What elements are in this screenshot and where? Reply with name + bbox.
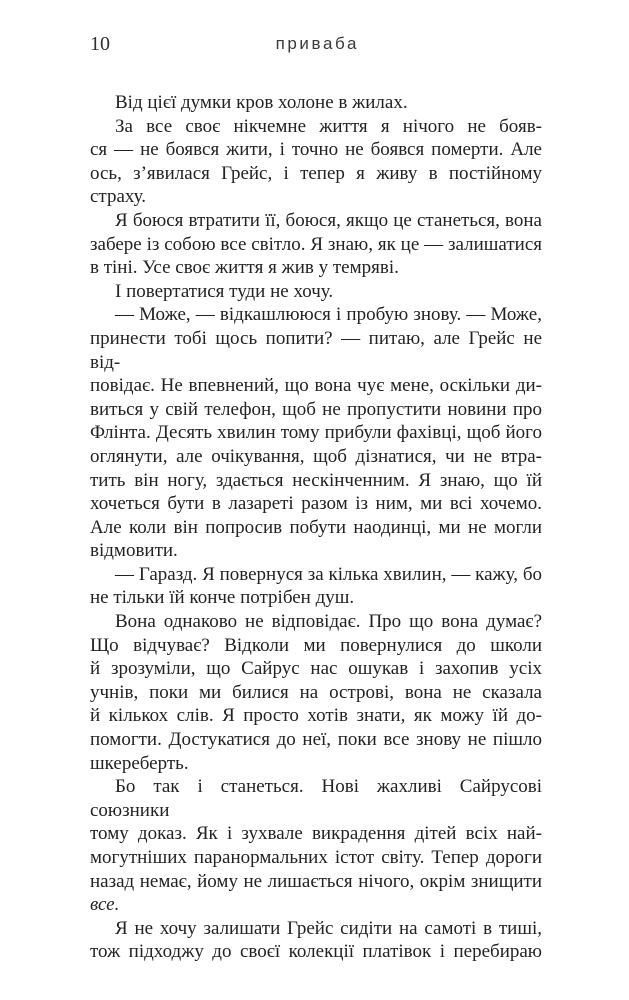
page-header (90, 33, 542, 59)
text-line (90, 539, 542, 563)
text-segment: й зрозуміли, що Сайрус нас ошукав і захопив усіх (90, 658, 542, 680)
text-line (90, 516, 542, 540)
text-line (90, 374, 542, 398)
paragraph (90, 775, 542, 917)
text-segment: тому доказ. Як і зухвале викрадення дітей всіх най- (90, 823, 542, 845)
text-segment: ся — не боявся жити, і точно не боявся померти. Але (90, 139, 542, 161)
text-line (90, 280, 542, 304)
text-segment: шкереберть. (90, 752, 189, 774)
text-segment: — Може, — відкашлююся і пробую знову. — Може, (115, 304, 542, 326)
text-line (90, 563, 542, 587)
paragraph (90, 91, 542, 115)
text-segment: Що відчуває? Відколи ми повернулися до школи (90, 634, 542, 656)
text-segment: Але коли він попросив побути наодинці, ми не могли (90, 516, 542, 538)
text-line (90, 657, 542, 681)
text-line (90, 586, 542, 610)
text-line (90, 940, 542, 964)
text-line (90, 610, 542, 634)
text-line (90, 870, 542, 894)
text-segment: в тіні. Усе своє життя я жив у темряві. (90, 257, 399, 279)
text-segment: Від цієї думки кров холоне в жилах. (115, 92, 408, 113)
text-line (90, 681, 542, 705)
text-line (90, 846, 542, 870)
text-segment: учнів, поки ми билися на острові, вона не сказала (90, 681, 542, 703)
paragraph (90, 209, 542, 280)
text-segment: хочеться бути в лазареті разом із ним, ми всі хочемо. (90, 493, 542, 515)
text-segment: тож підходжу до своєї колекції платівок і перебираю (90, 941, 542, 963)
text-segment: Я боюся втратити її, боюся, якщо це станеться, вона (115, 209, 542, 231)
text-segment: назад немає, йому не лишається нічого, окрім знищити (90, 870, 542, 892)
text-segment: Вона однаково не відповідає. Про що вона думає? (115, 611, 542, 633)
text-line (90, 91, 542, 115)
text-segment: забере із собою все світло. Я знаю, як це — залишатися (90, 233, 542, 255)
text-segment: й кількох слів. Я просто хотів знати, як можу їй до- (90, 705, 542, 727)
text-segment: відмовити. (90, 540, 178, 562)
text-line (90, 256, 542, 280)
text-segment: Флінта. Десять хвилин тому прибули фахівці, щоб його (90, 422, 542, 444)
paragraph (90, 303, 542, 563)
italic-text: все. (90, 894, 120, 916)
text-block (90, 91, 542, 964)
running-head-title: приваба (275, 34, 360, 53)
text-line (90, 704, 542, 728)
text-line (90, 917, 542, 941)
text-segment: повідає. Не впевнений, що вона чує мене, оскільки ди- (90, 375, 542, 397)
text-line (90, 162, 542, 186)
text-segment: Бо так і станеться. Нові жахливі Сайрусові союзники (90, 776, 542, 821)
text-line (90, 398, 542, 422)
text-line (90, 752, 542, 776)
text-line (90, 634, 542, 658)
paragraph (90, 115, 542, 209)
text-line (90, 421, 542, 445)
text-segment: ось, з’явилася Грейс, і тепер я живу в постійному (90, 162, 542, 184)
text-line (90, 327, 542, 374)
text-segment: тить він ногу, здається нескінченним. Я знаю, що їй (90, 469, 542, 491)
text-segment: помогти. Достукатися до неї, поки все знову не пішло (90, 729, 542, 751)
text-segment: могутніших паранормальних істот світу. Тепер дороги (90, 847, 542, 868)
text-line (90, 775, 542, 822)
text-line (90, 445, 542, 469)
paragraph (90, 280, 542, 304)
text-line (90, 728, 542, 752)
text-segment: принести тобі щось попити? — питаю, але Грейс не від- (90, 327, 542, 373)
paragraph (90, 563, 542, 610)
text-line (90, 138, 542, 162)
paragraph (90, 610, 542, 775)
text-line (90, 893, 542, 917)
text-segment: Я не хочу залишати Грейс сидіти на самоті в тиші, (115, 917, 542, 939)
text-segment: страху. (90, 186, 147, 208)
text-segment: — Гаразд. Я повернуся за кілька хвилин, — кажу, бо (115, 563, 542, 585)
page-number: 10 (90, 33, 110, 55)
text-segment: За все своє нікчемне життя я нічого не бояв- (115, 115, 542, 137)
text-line (90, 115, 542, 139)
text-line (90, 469, 542, 493)
text-line (90, 185, 542, 209)
text-line (90, 492, 542, 516)
text-segment: не тільки їй конче потрібен душ. (90, 587, 355, 609)
text-line (90, 822, 542, 846)
text-line (90, 303, 542, 327)
text-segment: виться у свій телефон, щоб не пропустити новини про (90, 398, 542, 420)
paragraph (90, 917, 542, 964)
text-segment: І повертатися туди не хочу. (115, 280, 334, 302)
text-segment: оглянути, але очікування, щоб дізнатися, чи не втра- (90, 445, 542, 467)
text-line (90, 233, 542, 257)
text-line (90, 209, 542, 233)
